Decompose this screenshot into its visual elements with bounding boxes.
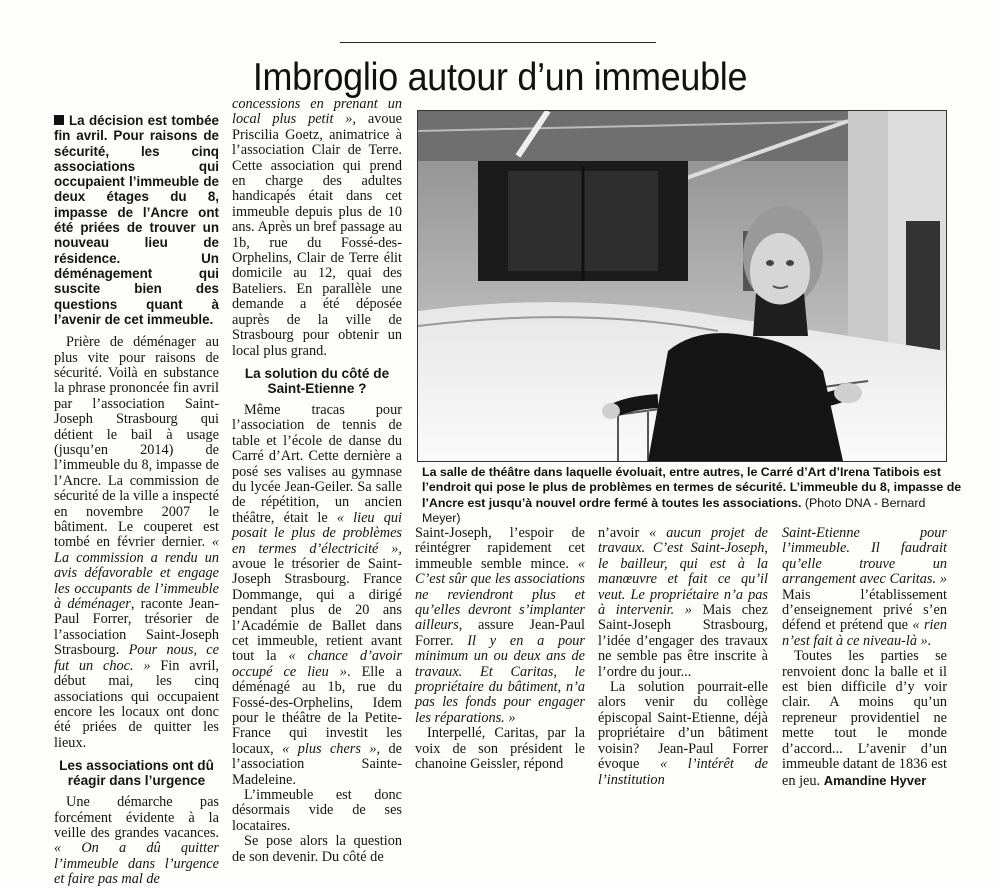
quote: « l’intérêt de l’institution: [598, 756, 768, 788]
paragraph-text: Saint-Joseph, l’espoir de réintégrer rapidement cet immeuble semble mince.: [415, 525, 585, 572]
paragraph-text: , de l’association Sainte-Madeleine.: [232, 740, 402, 788]
paragraph: [598, 526, 768, 680]
paragraph-text: Même tracas pour l’association de tennis de table et l’école de danse du Carré d’Art. Cette dernière a posé ses valises au gymnase du lycée Jean-Geiler. Sa salle de répétition, un ancien théâtre, était le: [232, 401, 402, 526]
paragraph: L’immeuble est donc désormais vide de ses locataires.: [232, 787, 402, 834]
quote: concessions en prenant un local plus petit »: [232, 96, 402, 128]
quote: Saint-Etienne pour l’immeuble. Il faudrait qu’elle trouve un arrangement avec Caritas. »: [782, 525, 947, 588]
paragraph-text: Prière de déménager au plus vite pour raisons de sécurité. Voilà en substance la phrase prononcée fin avril par l’association Saint-Joseph Strasbourg qui détient le bail à usage (jusqu’en 2014) de l’immeuble du 8, impasse de l’Ancre. La commission de sécurité de la ville a inspecté en novembre 2007 le bâtiment. Le couperet est tombé en février dernier.: [54, 334, 219, 551]
quote: « rien n’est fait à ce niveau-là ».: [782, 617, 947, 649]
paragraph-text: Mais l’établissement d’enseignement privé s’en défend et prétend que: [782, 586, 947, 634]
quote: Il y en a pour minimum un ou deux ans de travaux. Et Caritas, le propriétaire du bâtiment, n’a pas les fonds pour engager les réparations. »: [415, 632, 585, 726]
quote: « lieu qui posait le plus de problèmes en termes d’électricité »: [232, 509, 402, 557]
paragraph-text: La solution pourrait-elle alors venir du collège épiscopal Saint-Etienne, déjà propriétaire d’un bâtiment voisin? Jean-Paul Forrer évoque: [598, 679, 768, 773]
paragraph-text: Toutes les parties se renvoient donc la balle et il est bien difficile d’y voir clair. A moins qu’un repreneur providentiel ne mette tout le monde d’accord... L’avenir d’un immeuble datant de 1836 est en jeu.: [782, 648, 947, 789]
quote: Pour nous, ce fut un choc. »: [54, 642, 219, 674]
paragraph: Se pose alors la question de son devenir. Du côté de: [232, 833, 402, 865]
paragraph: [415, 526, 585, 726]
paragraph-text: Une démarche pas forcément évidente à la veille des grandes vacances.: [54, 794, 219, 841]
paragraph-text: , avoue Priscilia Goetz, animatrice à l’association Clair de Terre. Cette association qui prend en charge des adultes handicapés était dans cet immeuble depuis plus de 10 ans. Après un bref passage au 1b, rue du Fossé-des-Orphelins, Clair de Terre élit domicile au 12, quai des Bateliers. En parallèle une demande a été déposée auprès de la ville de Strasbourg pour obtenir un local plus grand.: [232, 111, 402, 359]
paragraph: Interpellé, Caritas, par la voix de son président le chanoine Geissler, répond: [415, 725, 585, 773]
paragraph: [782, 526, 947, 649]
photo-illustration: [418, 111, 946, 461]
bullet-square-icon: [54, 115, 64, 125]
headline: Imbroglio autour d’un immeuble: [252, 56, 748, 99]
lede: [54, 113, 219, 327]
quote: « plus chers »: [282, 740, 377, 757]
subheading: La solution du côté de Saint-Etienne ?: [244, 365, 390, 396]
photo-credit: (Photo DNA - Bernard Meyer): [422, 495, 926, 525]
quote: « aucun projet de travaux. C’est Saint-Joseph, le bailleur, qui est à la manœuvre et fait ce qu’il veut. Le propriétaire n’a pas à intervenir. »: [598, 525, 768, 619]
subheading: Les associations ont dû réagir dans l’urgence: [59, 758, 214, 789]
paragraph-text: . Elle a déménagé au 1b, rue du Fossé-des-Orphelins, Idem pour le théâtre de la Petite-France qui investit les locaux,: [232, 663, 402, 757]
quote: « C’est sûr que les associations ne reviendront plus et qu’elles devront s’implanter ailleurs: [415, 555, 585, 634]
paragraph: [782, 649, 947, 789]
paragraph-text: , assure Jean-Paul Forrer.: [415, 617, 585, 649]
top-rule: [340, 42, 656, 43]
paragraph: [54, 335, 219, 751]
column-4: [598, 526, 768, 788]
paragraph-text: , raconte Jean-Paul Forrer, trésorier de l’association Saint-Joseph Strasbourg.: [54, 596, 219, 659]
paragraph-text: , avoue le trésorier de Saint-Joseph Strasbourg. France Dommange, qui a dirigé pendant plus de 20 ans l’Académie de Ballet dans cet immeuble, retient avant tout la: [232, 540, 402, 665]
paragraph-text: Fin avril, début mai, les cinq associations qui occupaient encore les locaux ont donc été priées de quitter les lieux.: [54, 657, 219, 751]
paragraph: [598, 680, 768, 788]
column-3: [415, 526, 585, 773]
quote: « La commission a rendu un avis défavorable et engage les occupants de l’immeuble à déménager: [54, 534, 219, 613]
column-5: [782, 526, 947, 789]
paragraph: [232, 97, 402, 359]
column-1: [54, 113, 219, 888]
paragraph-text: Mais chez Saint-Joseph Strasbourg, l’idée d’engager des travaux ne semble pas être inscrite à l’ordre du jour...: [598, 602, 768, 680]
column-2: [232, 97, 402, 865]
lede-text: La décision est tombée fin avril. Pour raisons de sécurité, les cinq associations qui occupaient l’immeuble de deux étages du 8, impasse de l’Ancre ont été priées de trouver un nouveau lieu de résidence. Un déménagement qui suscite bien des questions quant à l’avenir de cet immeuble.: [54, 113, 219, 327]
theatre-photo: [417, 110, 947, 462]
quote: « chance d’avoir occupé ce lieu »: [232, 648, 403, 680]
caption-text: La salle de théâtre dans laquelle évoluait, entre autres, le Carré d’Art d’Irena Tatibois est l’endroit qui pose le plus de problèmes en termes de sécurité. L’immeuble du 8, impasse de l’Ancre est jusqu’à nouvel ordre fermé à toutes les associations.: [422, 465, 962, 510]
paragraph-text: n’avoir: [598, 525, 640, 541]
paragraph: [54, 795, 219, 887]
photo-caption: [422, 465, 962, 526]
quote: « On a dû quitter l’immeuble dans l’urgence et faire pas mal de: [54, 840, 219, 888]
author-byline: Amandine Hyver: [823, 772, 927, 788]
paragraph: [232, 403, 402, 788]
